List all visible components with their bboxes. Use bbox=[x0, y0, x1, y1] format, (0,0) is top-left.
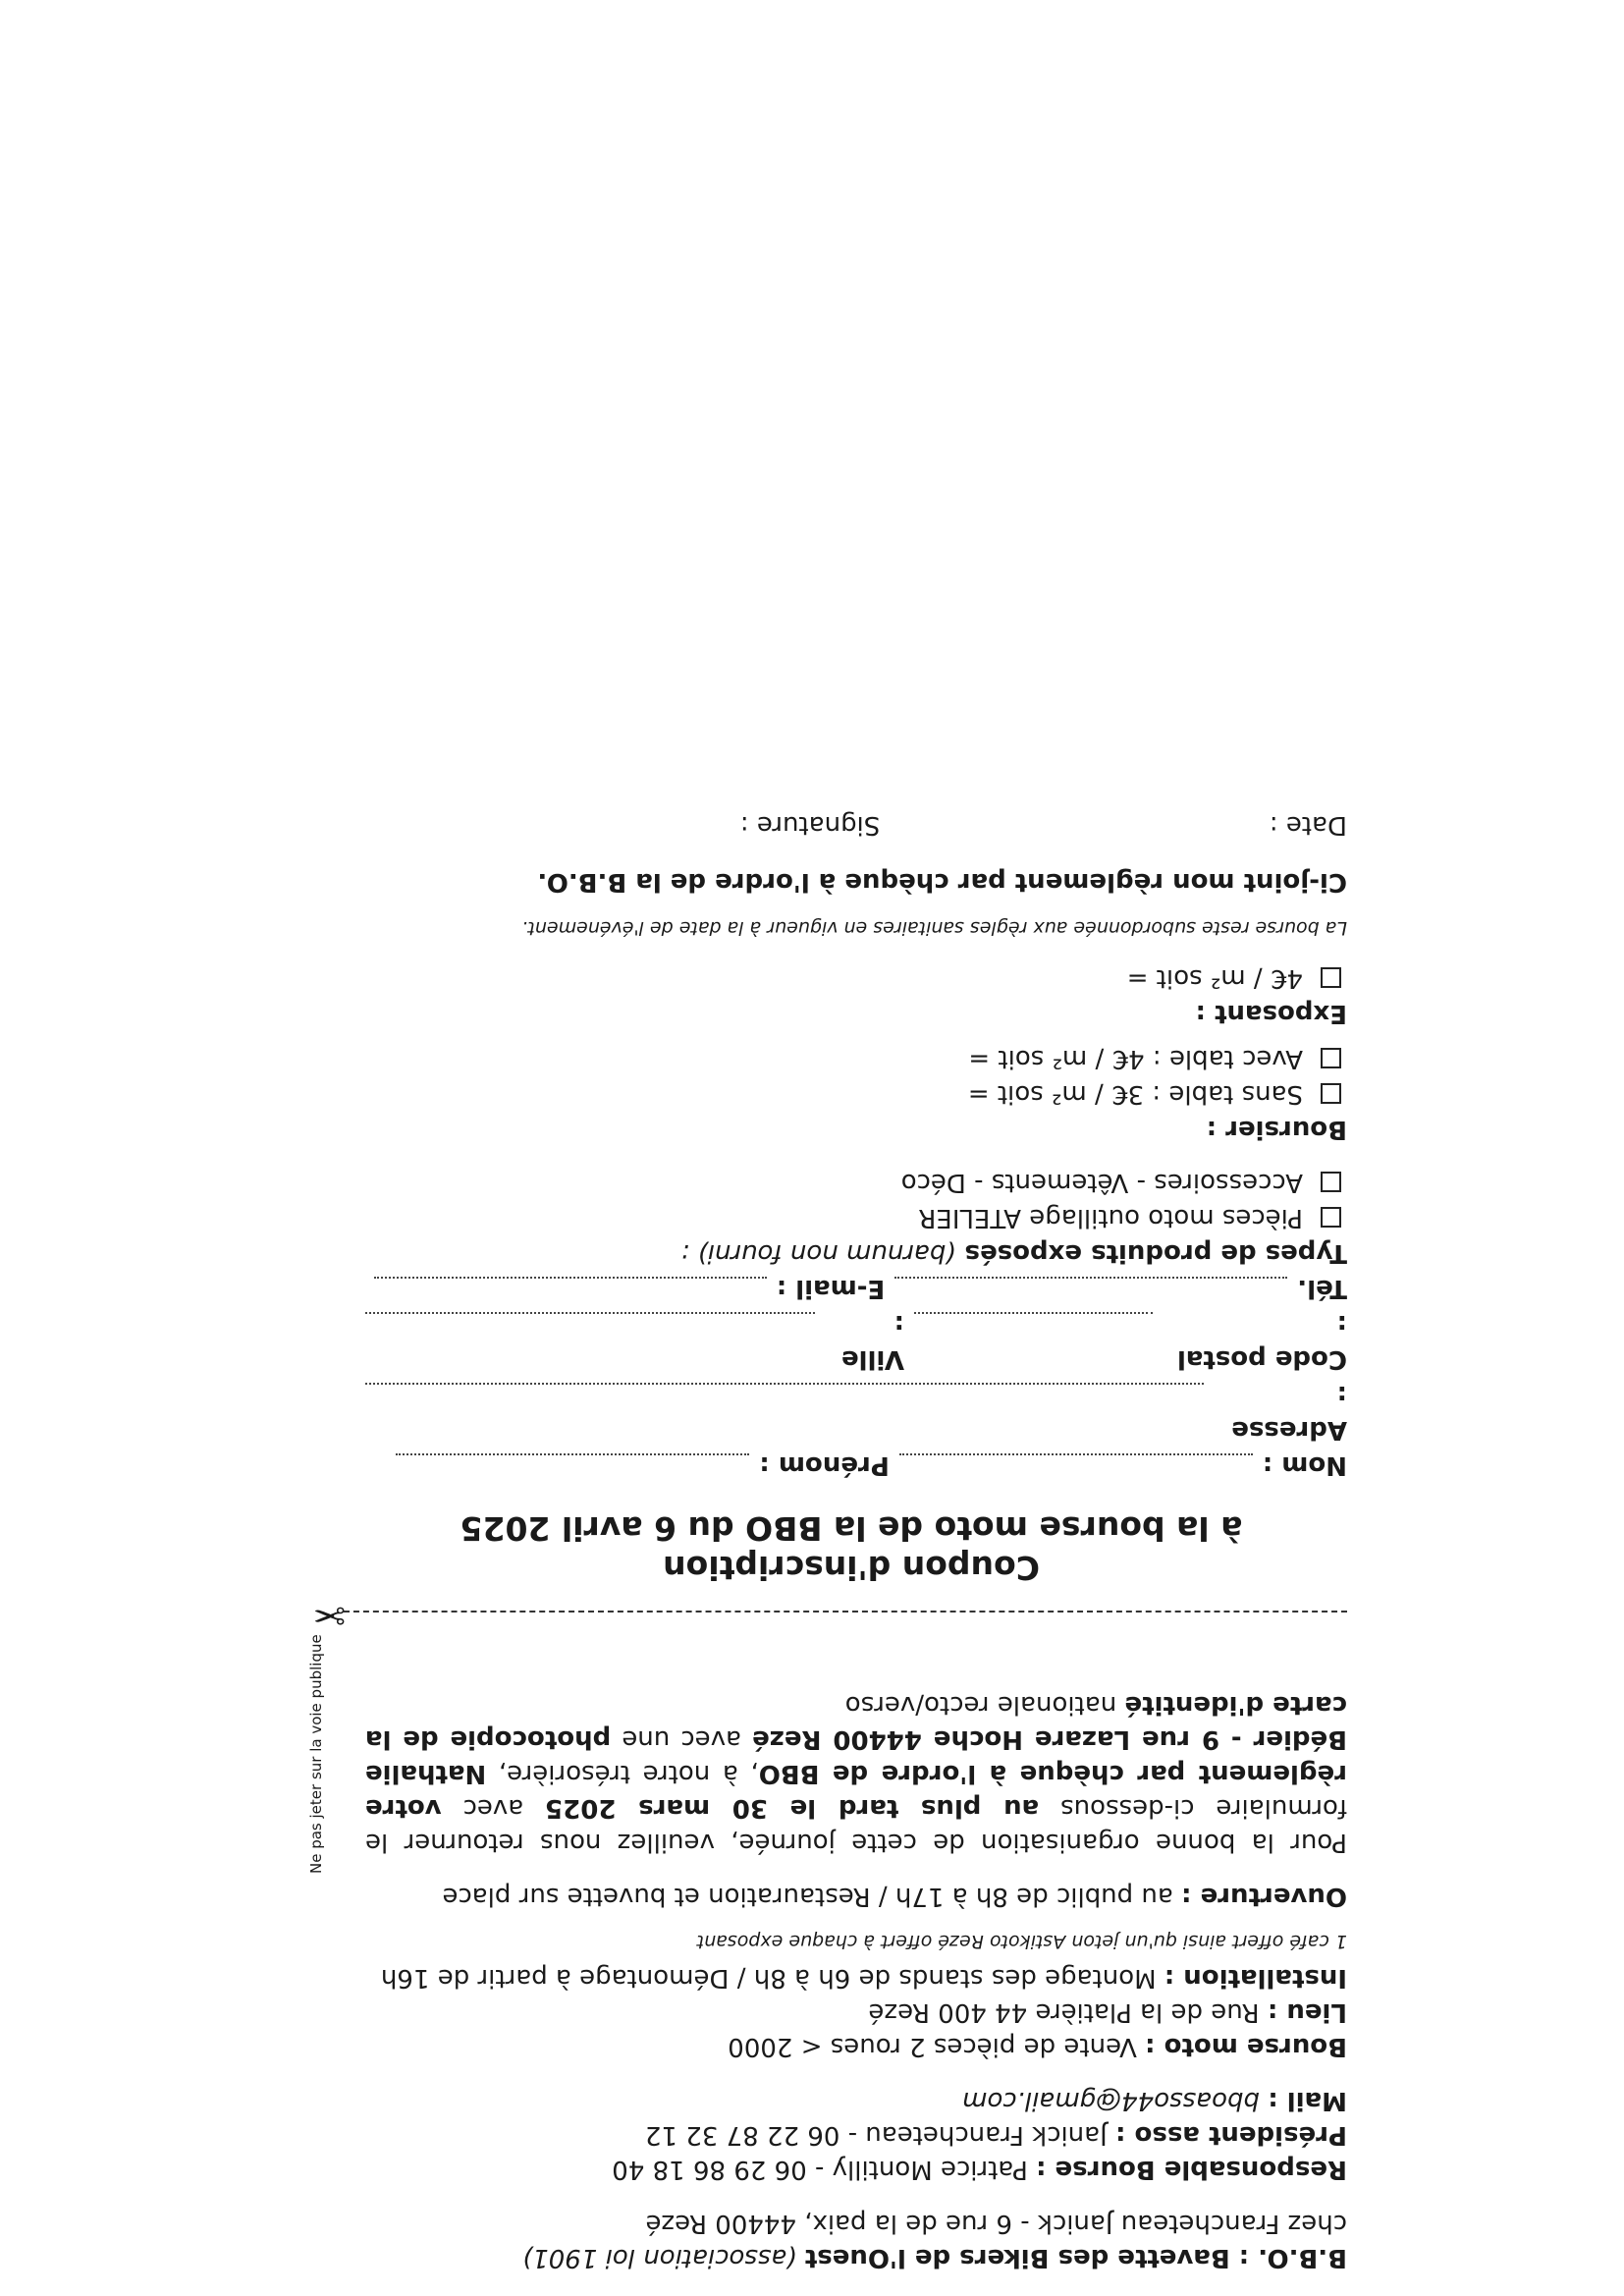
boursier-1-checkbox[interactable] bbox=[1321, 1083, 1341, 1104]
event-lieu-value: Rue de la Platière 44 400 Rezé bbox=[868, 1997, 1260, 2027]
event-install-label: Installation : bbox=[1164, 1963, 1347, 1993]
exposant-1-label: 4€ / m² soit = bbox=[1126, 963, 1303, 993]
exposant-1-checkbox[interactable] bbox=[1321, 967, 1341, 988]
ville-input[interactable] bbox=[365, 1312, 815, 1322]
org-line bbox=[365, 2240, 1347, 2274]
side-note bbox=[294, 1599, 333, 1874]
event-lieu bbox=[365, 1995, 1347, 2029]
row-adresse bbox=[355, 1377, 1347, 1448]
type-2-label: Accessoires - Vêtements - Déco bbox=[900, 1168, 1303, 1197]
instr-treasurer: Nathalie Bédier - 9 rue Lazare Hoche 44400 Rezé bbox=[364, 1724, 1347, 1788]
date-label: Date : bbox=[1269, 810, 1347, 840]
info-section bbox=[365, 1687, 1347, 2274]
event-bourse-value: Vente de pièces 2 roues < 2000 bbox=[728, 2032, 1137, 2061]
contact-mail-label: Mail : bbox=[1268, 2086, 1347, 2115]
exposant-heading bbox=[355, 996, 1347, 1031]
scissors-icon: ✂ bbox=[312, 1592, 346, 1637]
row-tel bbox=[355, 1271, 1347, 1306]
contact-mail bbox=[365, 2083, 1347, 2117]
exposant-label: Exposant : bbox=[1195, 999, 1347, 1028]
event-install-value: Montage des stands de 6h à 8h / Démontage à partir de 16h bbox=[380, 1963, 1157, 1993]
dashed-line bbox=[344, 1611, 1347, 1613]
contact-mail-value: bboasso44@gmail.com bbox=[962, 2086, 1261, 2115]
cp-input[interactable] bbox=[914, 1312, 1153, 1322]
type-option-1 bbox=[355, 1200, 1347, 1235]
exposant-option-1 bbox=[355, 960, 1347, 996]
type-1-checkbox[interactable] bbox=[1321, 1207, 1341, 1228]
date-signature-row bbox=[355, 807, 1347, 843]
row-nom bbox=[355, 1448, 1347, 1483]
type-2-checkbox[interactable] bbox=[1321, 1172, 1341, 1192]
email-input[interactable] bbox=[374, 1277, 767, 1286]
contact-bourse-value: Patrice Montilly - 06 29 86 18 40 bbox=[612, 2155, 1028, 2184]
instructions-paragraph bbox=[365, 1687, 1347, 1859]
contact-bourse-label: Responsable Bourse : bbox=[1036, 2155, 1347, 2184]
types-heading bbox=[355, 1235, 1347, 1271]
contact-bourse bbox=[365, 2152, 1347, 2186]
cp-label: Code postal : bbox=[1176, 1309, 1347, 1374]
instr-text-1: Pour la bonne organisation de cette journée, veuillez nous retourner le formulaire ci-dessous bbox=[365, 1793, 1347, 1857]
instr-text-5: nationale recto/verso bbox=[844, 1690, 1117, 1720]
org-type: (association loi 1901) bbox=[522, 2243, 797, 2272]
signature-label: Signature : bbox=[739, 810, 881, 840]
boursier-2-checkbox[interactable] bbox=[1321, 1048, 1341, 1068]
sanitary-note: La bourse reste subordonnée aux règles sanitaires en vigueur à la date de l'événement. bbox=[521, 917, 1347, 939]
boursier-2-label: Avec table : 4€ / m² soit = bbox=[968, 1044, 1303, 1073]
boursier-option-2 bbox=[355, 1041, 1347, 1076]
coupon-title-2: à la bourse moto de la BBO du 6 avril 2025 bbox=[460, 1509, 1243, 1548]
ville-label: Ville : bbox=[840, 1309, 905, 1374]
event-bourse bbox=[365, 2029, 1347, 2063]
prenom-input[interactable] bbox=[396, 1453, 749, 1463]
nom-input[interactable] bbox=[899, 1453, 1253, 1463]
boursier-option-1 bbox=[355, 1076, 1347, 1112]
nom-label: Nom : bbox=[1262, 1450, 1347, 1480]
event-ouverture-value: au public de 8h à 17h / Restauration et buvette sur place bbox=[442, 1882, 1173, 1911]
instr-id-copy: photocopie de la carte d'identité bbox=[364, 1690, 1347, 1754]
event-ouverture bbox=[365, 1879, 1347, 1913]
boursier-label: Boursier : bbox=[1206, 1115, 1347, 1144]
contact-president bbox=[365, 2117, 1347, 2152]
event-ouverture-label: Ouverture : bbox=[1181, 1882, 1347, 1911]
instr-text-4: avec une bbox=[622, 1724, 741, 1754]
row-cp bbox=[355, 1306, 1347, 1377]
adresse-input[interactable] bbox=[365, 1383, 1204, 1393]
type-option-2 bbox=[355, 1165, 1347, 1200]
boursier-1-label: Sans table : 3€ / m² soit = bbox=[967, 1079, 1303, 1109]
payment-note: Ci-joint mon règlement par chèque à l'ordre de la B.B.O. bbox=[537, 867, 1347, 897]
org-address: chez Francheteau Janick - 6 rue de la paix, 44400 Rezé bbox=[645, 2209, 1347, 2238]
org-name: B.B.O. : Bavette des Bikers de l'Ouest bbox=[804, 2243, 1347, 2272]
event-lieu-label: Lieu : bbox=[1267, 1997, 1347, 2027]
coupon-section bbox=[355, 807, 1347, 1587]
instr-text-2: avec bbox=[462, 1793, 524, 1823]
types-note: (barnum non fourni) : bbox=[680, 1238, 956, 1268]
event-install bbox=[365, 1960, 1347, 1995]
side-note-text: Ne pas jeter sur la voie publique bbox=[307, 1634, 325, 1874]
event-bourse-label: Bourse moto : bbox=[1145, 2032, 1347, 2061]
type-1-label: Pièces moto outillage ATELIER bbox=[918, 1203, 1303, 1232]
email-label: E-mail : bbox=[776, 1274, 886, 1303]
adresse-label: Adresse : bbox=[1231, 1380, 1347, 1445]
tel-label: Tél. bbox=[1297, 1274, 1347, 1303]
types-label: Types de produits exposés bbox=[964, 1238, 1347, 1268]
tel-input[interactable] bbox=[894, 1277, 1287, 1286]
boursier-heading bbox=[355, 1112, 1347, 1147]
contact-president-value: Janick Francheteau - 06 22 87 32 12 bbox=[644, 2120, 1108, 2150]
prenom-label: Prénom : bbox=[759, 1450, 890, 1480]
instr-text-3: , à notre trésorière, bbox=[498, 1759, 759, 1788]
contact-president-label: Président asso : bbox=[1115, 2120, 1347, 2150]
event-install-note: 1 café offert ainsi qu'un jeton Astikoto Rezé offert à chaque exposant bbox=[696, 1931, 1347, 1952]
instr-deadline: au plus tard le 30 mars 2025 bbox=[545, 1793, 1040, 1823]
instr-payment: votre règlement par chèque à l'ordre de BBO bbox=[364, 1759, 1347, 1823]
coupon-title-1: Coupon d'inscription bbox=[663, 1549, 1040, 1587]
